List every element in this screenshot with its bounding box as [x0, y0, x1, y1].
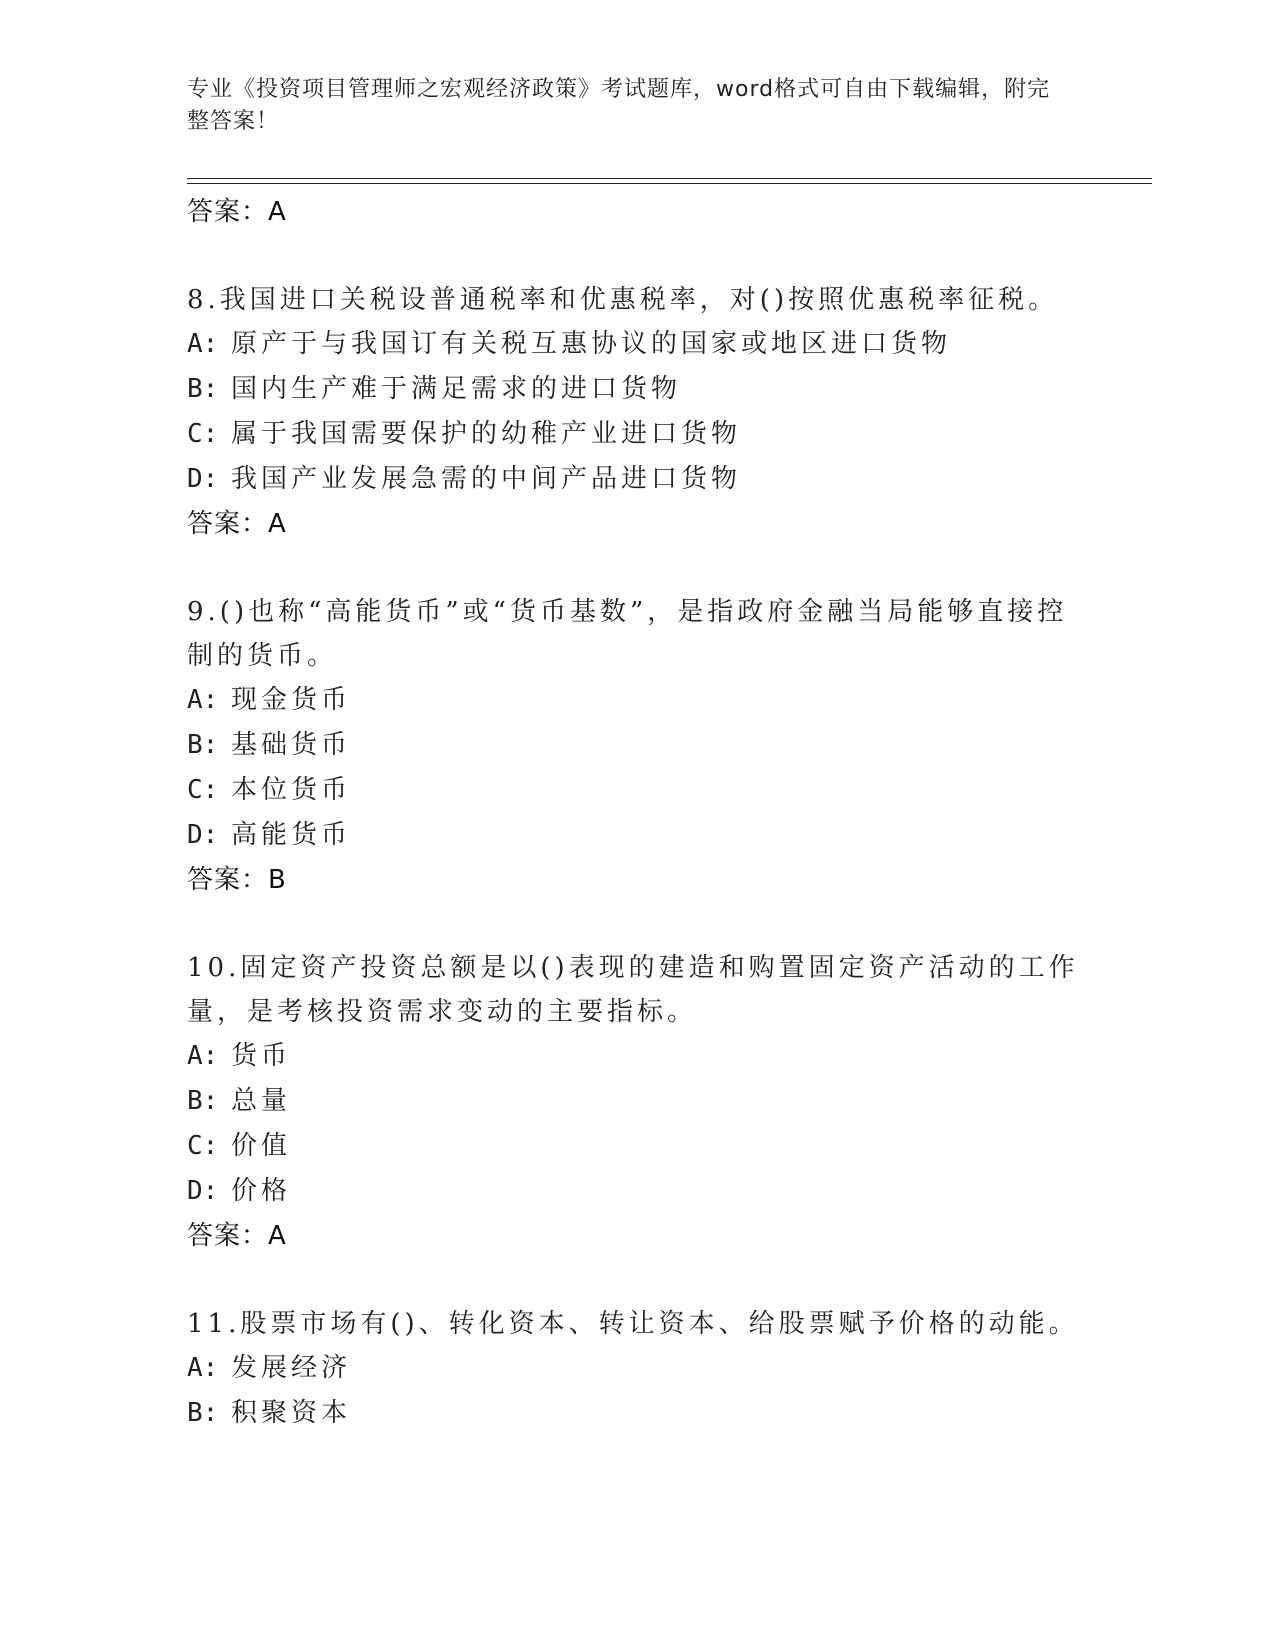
question-stem: 10.固定资产投资总额是以()表现的建造和购置固定资产活动的工作量，是考核投资需求变动的主要指标。 [187, 953, 1079, 1027]
option-text: 基础货币 [231, 730, 352, 760]
option-text: 积聚资本 [231, 1398, 352, 1428]
option-text: 国内生产难于满足需求的进口货物 [231, 374, 682, 404]
question-stem: 11.股票市场有()、转化资本、转让资本、给股票赋予价格的动能。 [187, 1309, 1079, 1339]
question-stem: 8.我国进口关税设普通税率和优惠税率，对()按照优惠税率征税。 [187, 285, 1059, 315]
option-b [187, 367, 1087, 412]
option-key: A: [187, 1041, 219, 1071]
question-list [187, 190, 1087, 1436]
option-key: B: [187, 730, 219, 760]
option-c [187, 1124, 1087, 1169]
option-text: 我国产业发展急需的中间产品进口货物 [231, 464, 742, 494]
question-10 [187, 946, 1087, 1258]
option-key: C: [187, 1131, 219, 1161]
option-a [187, 678, 1087, 723]
option-text: 高能货币 [231, 820, 352, 850]
option-text: 货币 [231, 1041, 292, 1071]
option-key: B: [187, 1398, 219, 1428]
answer-line: 答案：A [187, 1221, 287, 1251]
option-key: B: [187, 1086, 219, 1116]
option-key: A: [187, 685, 219, 715]
option-c [187, 768, 1087, 813]
answer-line: 答案：B [187, 865, 287, 895]
option-text: 总量 [231, 1086, 292, 1116]
option-text: 原产于与我国订有关税互惠协议的国家或地区进口货物 [231, 329, 952, 359]
option-b [187, 1079, 1087, 1124]
option-a [187, 322, 1087, 367]
option-b [187, 1391, 1087, 1436]
option-key: B: [187, 374, 219, 404]
option-text: 价格 [231, 1176, 292, 1206]
question-11 [187, 1302, 1087, 1436]
option-key: D: [187, 820, 219, 850]
option-key: D: [187, 464, 219, 494]
option-text: 现金货币 [231, 685, 352, 715]
option-text: 价值 [231, 1131, 292, 1161]
question-8 [187, 278, 1087, 546]
option-key: A: [187, 1353, 219, 1383]
option-text: 本位货币 [231, 775, 352, 805]
option-d [187, 457, 1087, 502]
document-header-note: 专业《投资项目管理师之宏观经济政策》考试题库，word格式可自由下载编辑，附完整答案！ [187, 77, 1051, 134]
option-d [187, 813, 1087, 858]
option-text: 属于我国需要保护的幼稚产业进口货物 [231, 419, 742, 449]
header-divider-top [187, 178, 1152, 179]
option-d [187, 1169, 1087, 1214]
answer-line: 答案：A [187, 197, 287, 227]
option-key: A: [187, 329, 219, 359]
option-key: C: [187, 419, 219, 449]
option-text: 发展经济 [231, 1353, 352, 1383]
header-divider-bottom [187, 183, 1152, 184]
answer-line: 答案：A [187, 509, 287, 539]
question-9 [187, 590, 1087, 902]
option-key: D: [187, 1176, 219, 1206]
option-b [187, 723, 1087, 768]
question-stem: 9.()也称“高能货币”或“货币基数”，是指政府金融当局能够直接控制的货币。 [187, 597, 1068, 671]
option-a [187, 1346, 1087, 1391]
option-a [187, 1034, 1087, 1079]
option-key: C: [187, 775, 219, 805]
option-c [187, 412, 1087, 457]
